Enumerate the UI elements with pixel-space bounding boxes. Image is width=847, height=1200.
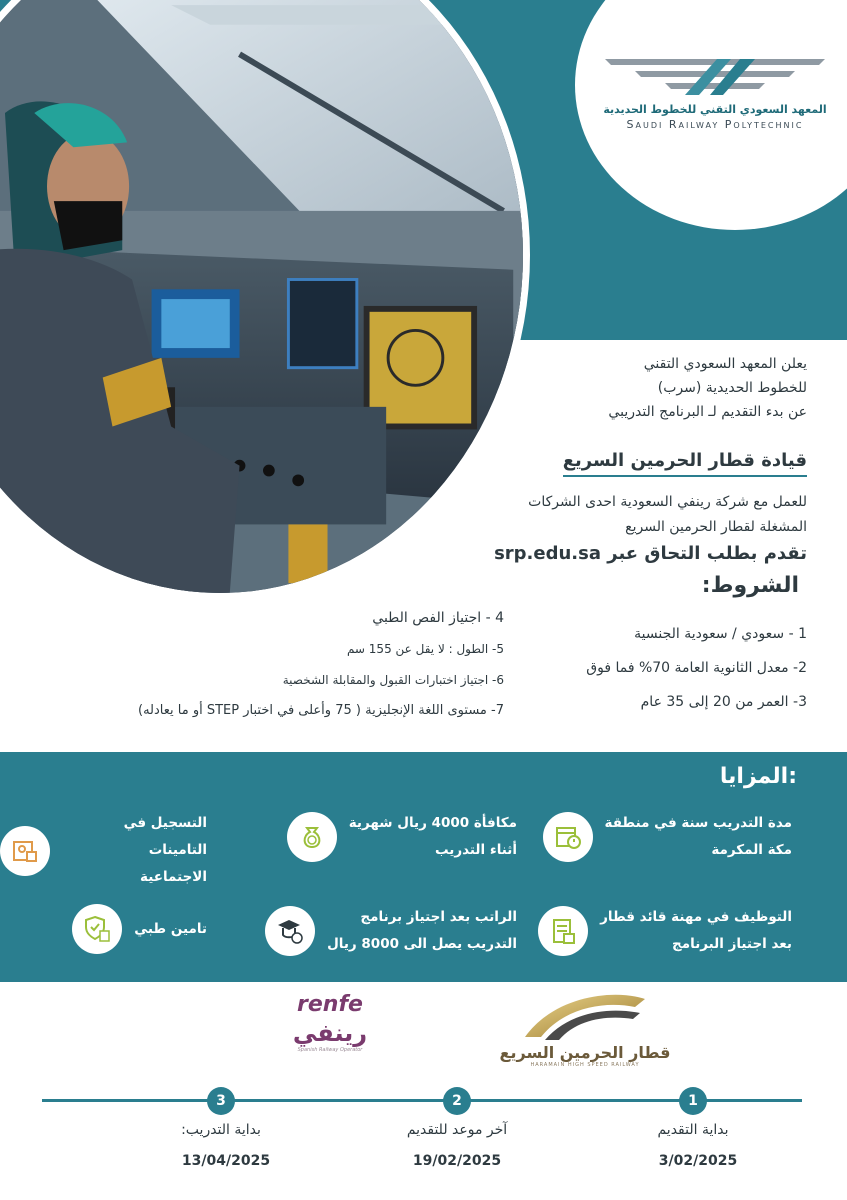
renfe-logo — [270, 992, 390, 1053]
advantage-line: مكافأة 4000 ريال شهرية — [348, 815, 517, 831]
advantage-line: مدة التدريب سنة في منطقة — [604, 815, 792, 831]
advantage-item — [265, 904, 517, 958]
condition-item: 7- مستوى اللغة الإنجليزية ( 75 وأعلى في اختبار STEP أو ما يعادله) — [138, 703, 504, 718]
program-title: قيادة قطار الحرمين السريع — [563, 450, 807, 477]
haramain-train-icon — [515, 985, 655, 1045]
money-bag-icon — [287, 812, 337, 862]
description-line: المشغلة لقطار الحرمين السريع — [625, 519, 807, 535]
id-card-icon — [0, 826, 50, 876]
condition-item: 5- الطول : لا يقل عن 155 سم — [346, 642, 504, 656]
advantage-item — [538, 904, 792, 958]
condition-item: 6- اجتياز اختبارات القبول والمقابلة الشخصية — [282, 673, 504, 687]
srp-emblem-icon — [605, 55, 825, 99]
conditions-list-left — [44, 605, 504, 729]
condition-item: 3- العمر من 20 إلى 35 عام — [640, 694, 807, 710]
advantage-line: التسجيل في التامينات — [123, 815, 207, 858]
timeline-step-date: 19/02/2025 — [412, 1153, 502, 1169]
logo-english-name: Saudi Railway Polytechnic — [626, 118, 804, 131]
description-line: للعمل مع شركة رينفي السعودية احدى الشركات — [528, 494, 807, 510]
timeline-step-label: بداية التدريب: — [181, 1122, 261, 1138]
advantage-line: الاجتماعية — [140, 869, 207, 885]
intro-line: يعلن المعهد السعودي التقني — [643, 356, 807, 372]
advantage-line: مكة المكرمة — [711, 842, 792, 858]
haramain-english: HARAMAIN HIGH SPEED RAILWAY — [530, 1062, 640, 1068]
graduate-salary-icon — [265, 906, 315, 956]
apply-link-text[interactable]: تقدم بطلب التحاق عبر srp.edu.sa — [494, 543, 807, 564]
timeline-step-date: 13/04/2025 — [181, 1153, 271, 1169]
intro-text — [487, 352, 807, 424]
haramain-logo — [465, 985, 705, 1068]
advantage-item — [287, 810, 517, 864]
advantage-line: تامين طبي — [134, 920, 207, 937]
condition-item: 1 - سعودي / سعودية الجنسية — [634, 626, 807, 642]
conditions-title: الشروط: — [701, 573, 799, 598]
advantage-line: التدريب يصل الى 8000 ريال — [327, 936, 517, 952]
timeline-step-label: بداية التقديم — [657, 1122, 729, 1138]
srp-logo — [600, 55, 830, 131]
advantage-line: الراتب بعد اجتياز برنامج — [360, 909, 517, 925]
advantage-item — [72, 904, 207, 954]
timeline-step-marker: 1 — [679, 1087, 707, 1115]
advantage-line: بعد اجتياز البرنامج — [672, 936, 792, 952]
condition-item: 4 - اجتياز الفص الطبي — [372, 610, 504, 626]
shield-check-icon — [72, 904, 122, 954]
timeline-step-label: آخر موعد للتقديم — [406, 1122, 508, 1138]
advantage-line: أثناء التدريب — [434, 842, 517, 858]
conditions-list-right — [507, 620, 807, 722]
advantages-title: المزايا: — [719, 764, 797, 789]
renfe-english: renfe — [297, 992, 363, 1017]
timeline-step-marker: 3 — [207, 1087, 235, 1115]
advantage-item — [0, 810, 207, 891]
condition-item: 2- معدل الثانوية العامة 70% فما فوق — [586, 660, 807, 676]
haramain-arabic: قطار الحرمين السريع — [499, 1043, 671, 1062]
intro-line: عن بدء التقديم لـ البرنامج التدريبي — [608, 404, 807, 420]
advantage-line: التوظيف في مهنة قائد قطار — [600, 909, 792, 925]
program-description — [407, 490, 807, 540]
renfe-subtitle: Spanish Railway Operator — [297, 1047, 363, 1053]
logo-arabic-name: المعهد السعودي التقني للخطوط الحديدية — [603, 103, 827, 116]
timeline-step-date: 3/02/2025 — [658, 1153, 738, 1169]
renfe-arabic: رينفي — [292, 1019, 368, 1047]
intro-line: للخطوط الحديدية (سرب) — [657, 380, 807, 396]
document-check-icon — [538, 906, 588, 956]
advantage-item — [543, 810, 792, 864]
advantages-section — [0, 752, 847, 982]
timeline-step-marker: 2 — [443, 1087, 471, 1115]
calendar-clock-icon — [543, 812, 593, 862]
